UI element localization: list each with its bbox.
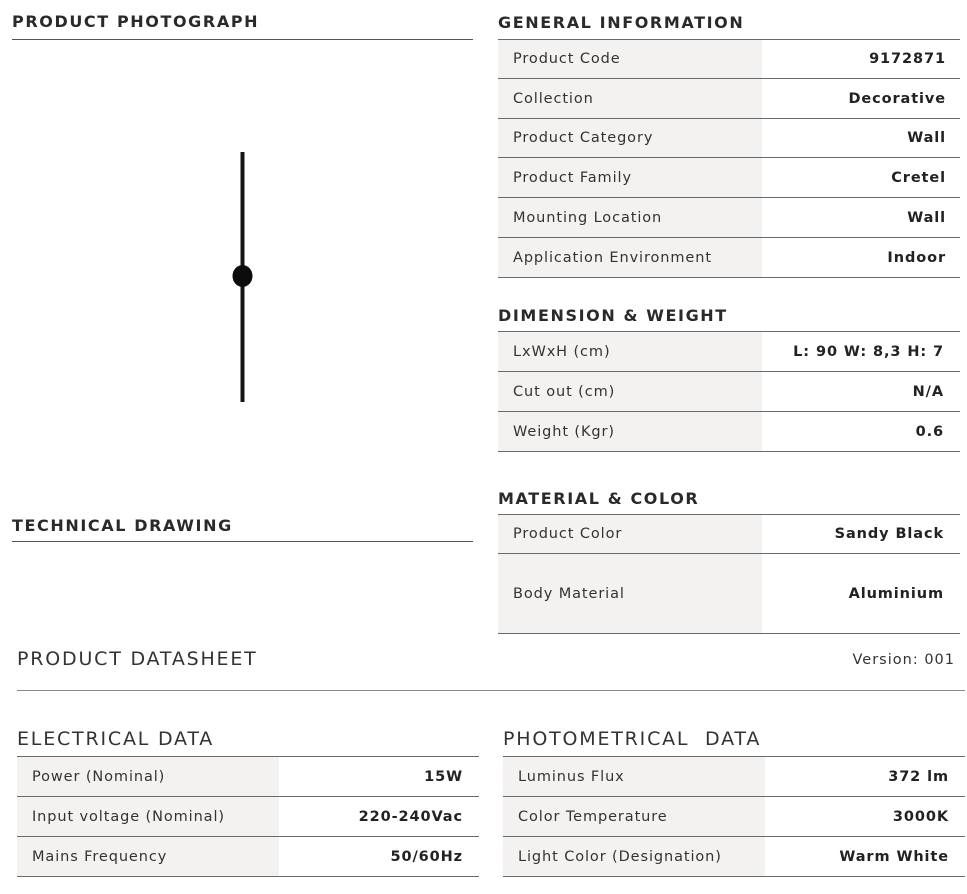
row-value: 3000K bbox=[765, 797, 965, 837]
table-row bbox=[17, 797, 479, 837]
table-row bbox=[503, 797, 965, 837]
table-row bbox=[498, 198, 960, 238]
table-row bbox=[17, 757, 479, 797]
row-value: 50/60Hz bbox=[279, 837, 479, 877]
version-label: Version: 001 bbox=[852, 652, 955, 668]
table-row bbox=[17, 837, 479, 877]
row-label: Mains Frequency bbox=[17, 837, 279, 877]
product-photo bbox=[220, 145, 266, 410]
electrical-data-title: ELECTRICAL DATA bbox=[17, 728, 215, 750]
product-photograph-divider bbox=[12, 39, 473, 40]
row-label: Power (Nominal) bbox=[17, 757, 279, 797]
lamp-mount bbox=[233, 265, 253, 287]
table-row bbox=[498, 40, 960, 79]
electrical-data-table bbox=[17, 756, 479, 877]
row-value: Sandy Black bbox=[762, 515, 960, 554]
table-row bbox=[503, 837, 965, 877]
dimension-weight-title: DIMENSION & WEIGHT bbox=[498, 306, 728, 325]
table-row bbox=[498, 79, 960, 119]
row-label: Product Color bbox=[498, 515, 762, 554]
row-label: LxWxH (cm) bbox=[498, 332, 762, 372]
row-value: Cretel bbox=[762, 158, 960, 198]
row-label: Application Environment bbox=[498, 238, 762, 278]
row-value: Wall bbox=[762, 119, 960, 158]
row-label: Product Category bbox=[498, 119, 762, 158]
general-information-title: GENERAL INFORMATION bbox=[498, 13, 745, 32]
row-label: Cut out (cm) bbox=[498, 372, 762, 412]
table-row bbox=[498, 332, 960, 372]
row-value: Indoor bbox=[762, 238, 960, 278]
product-datasheet-title: PRODUCT DATASHEET bbox=[17, 648, 258, 670]
row-value: 372 lm bbox=[765, 757, 965, 797]
technical-drawing-divider bbox=[12, 541, 473, 542]
row-value: Wall bbox=[762, 198, 960, 238]
table-row bbox=[498, 515, 960, 554]
row-label: Collection bbox=[498, 79, 762, 119]
photometrical-data-table bbox=[503, 756, 965, 877]
table-row bbox=[498, 119, 960, 158]
row-label: Mounting Location bbox=[498, 198, 762, 238]
row-label: Luminus Flux bbox=[503, 757, 765, 797]
table-row bbox=[503, 757, 965, 797]
row-label: Body Material bbox=[498, 554, 762, 634]
row-label: Light Color (Designation) bbox=[503, 837, 765, 877]
row-value: L: 90 W: 8,3 H: 7 bbox=[762, 332, 960, 372]
material-color-table bbox=[498, 514, 960, 634]
row-value: N/A bbox=[762, 372, 960, 412]
row-value: Decorative bbox=[762, 79, 960, 119]
material-color-title: MATERIAL & COLOR bbox=[498, 489, 700, 508]
row-value: 15W bbox=[279, 757, 479, 797]
row-value: Warm White bbox=[765, 837, 965, 877]
row-label: Product Code bbox=[498, 40, 762, 79]
row-label: Weight (Kgr) bbox=[498, 412, 762, 452]
table-row bbox=[498, 158, 960, 198]
table-row bbox=[498, 412, 960, 452]
table-row bbox=[498, 238, 960, 278]
row-value: 0.6 bbox=[762, 412, 960, 452]
table-row bbox=[498, 372, 960, 412]
row-value: 9172871 bbox=[762, 40, 960, 79]
row-value: Aluminium bbox=[762, 554, 960, 634]
dimension-weight-table bbox=[498, 331, 960, 452]
row-label: Color Temperature bbox=[503, 797, 765, 837]
datasheet-divider bbox=[17, 690, 965, 691]
row-label: Product Family bbox=[498, 158, 762, 198]
technical-drawing-title: TECHNICAL DRAWING bbox=[12, 516, 233, 535]
general-information-table bbox=[498, 39, 960, 278]
row-label: Input voltage (Nominal) bbox=[17, 797, 279, 837]
photometrical-data-title: PHOTOMETRICAL DATA bbox=[503, 728, 762, 750]
row-value: 220-240Vac bbox=[279, 797, 479, 837]
product-photograph-title: PRODUCT PHOTOGRAPH bbox=[12, 12, 260, 31]
table-row bbox=[498, 554, 960, 634]
